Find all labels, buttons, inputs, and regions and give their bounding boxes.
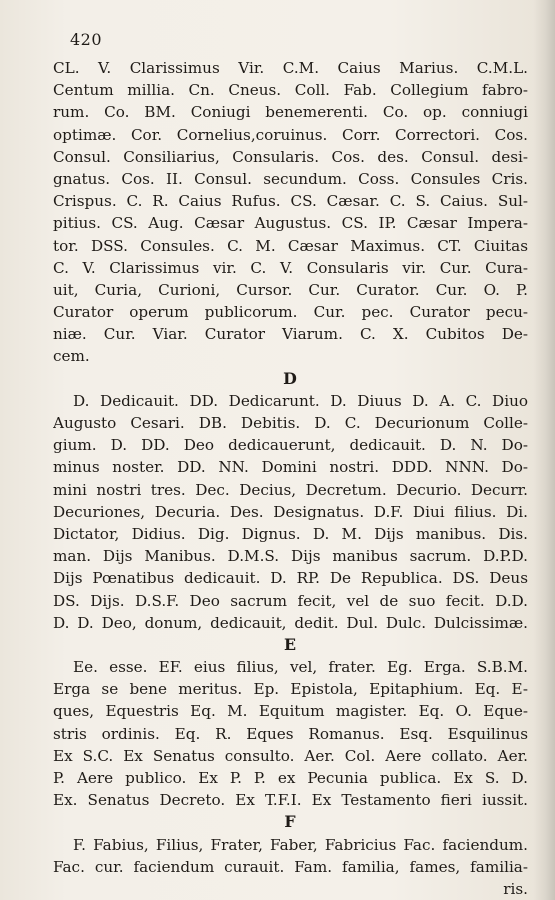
section-f-entries (53, 834, 528, 900)
text-line: tor. DSS. Consules. C. M. Cæsar Maximus. CT. Ciuitas (53, 236, 528, 255)
section-c-entries (53, 57, 528, 368)
text-line: D. Dedicauit. DD. Dedicarunt. D. Diuus D. A. C. Diuo (73, 391, 528, 410)
page-number: 420 (70, 30, 103, 49)
text-line: minus noster. DD. NN. Domini nostri. DDD. NNN. Do- (53, 458, 528, 477)
text-line: optimæ. Cor. Cornelius,coruinus. Corr. Correctori. Cos. (53, 125, 528, 144)
text-line: Ee. esse. EF. eius filius, vel, frater. Eg. Erga. S.B.M. (73, 658, 528, 677)
text-line: Fac. cur. faciendum curauit. Fam. familia, fames, familia- (53, 857, 528, 876)
text-line: Dijs Pœnatibus dedicauit. D. RP. De Republica. DS. Deus (53, 569, 528, 588)
text-line: Consul. Consiliarius, Consularis. Cos. des. Consul. desi- (53, 147, 528, 166)
text-line: cem. (53, 347, 90, 366)
section-heading-e: E (283, 634, 298, 654)
text-line: CL. V. Clarissimus Vir. C.M. Caius Marius. C.M.L. (53, 59, 528, 77)
section-d-entries (53, 390, 528, 634)
text-line: Centum millia. Cn. Cneus. Coll. Fab. Collegium fabro- (53, 81, 528, 100)
section-e-entries (53, 656, 528, 811)
text-line: Curator operum publicorum. Cur. pec. Curator pecu- (53, 303, 528, 322)
section-heading-f: F (284, 812, 297, 832)
text-line: Erga se bene meritus. Ep. Epistola, Epitaphium. Eq. E- (53, 680, 528, 699)
text-line: D. D. Deo, donum, dedicauit, dedit. Dul. Dulc. Dulcissimæ. (53, 613, 528, 632)
text-line: Decuriones, Decuria. Des. Designatus. D.F. Diui filius. Di. (53, 502, 528, 521)
text-line: Dictator, Didius. Dig. Dignus. D. M. Dijs manibus. Dis. (53, 524, 528, 543)
text-line: F. Fabius, Filius, Frater, Faber, Fabricius Fac. faciendum. (73, 835, 528, 854)
text-line: gium. D. DD. Deo dedicauerunt, dedicauit. D. N. Do- (53, 436, 528, 455)
text-line: mini nostri tres. Dec. Decius, Decretum. Decurio. Decurr. (53, 480, 528, 499)
text-line: ques, Equestris Eq. M. Equitum magister. Eq. O. Eque- (53, 702, 528, 721)
text-line: ris. (503, 879, 528, 898)
text-line: Ex. Senatus Decreto. Ex T.F.I. Ex Testamento fieri iussit. (53, 791, 528, 810)
text-line: rum. Co. BM. Coniugi benemerenti. Co. op. conniugi (53, 103, 528, 122)
binding-shadow (533, 0, 555, 900)
section-heading-d: D (283, 368, 298, 388)
text-line: niæ. Cur. Viar. Curator Viarum. C. X. Cubitos De- (53, 325, 528, 344)
text-line: pitius. CS. Aug. Cæsar Augustus. CS. IP. Cæsar Impera- (53, 214, 528, 233)
text-line: uit, Curia, Curioni, Cursor. Cur. Curator. Cur. O. P. (53, 280, 528, 299)
text-line: gnatus. Cos. II. Consul. secundum. Coss. Consules Cris. (53, 169, 528, 188)
text-line: C. V. Clarissimus vir. C. V. Consularis vir. Cur. Cura- (53, 258, 528, 277)
text-line: man. Dijs Manibus. D.M.S. Dijs manibus sacrum. D.P.D. (53, 547, 528, 566)
text-line: stris ordinis. Eq. R. Eques Romanus. Esq. Esquilinus (53, 724, 528, 743)
text-line: P. Aere publico. Ex P. P. ex Pecunia publica. Ex S. D. (53, 769, 528, 787)
text-line: DS. Dijs. D.S.F. Deo sacrum fecit, vel de suo fecit. D.D. (53, 591, 528, 610)
text-line: Ex S.C. Ex Senatus consulto. Aer. Col. Aere collato. Aer. (53, 746, 528, 765)
page-text (53, 57, 528, 900)
text-line: Crispus. C. R. Caius Rufus. CS. Cæsar. C. S. Caius. Sul- (53, 192, 528, 211)
text-line: Augusto Cesari. DB. Debitis. D. C. Decurionum Colle- (53, 414, 528, 432)
